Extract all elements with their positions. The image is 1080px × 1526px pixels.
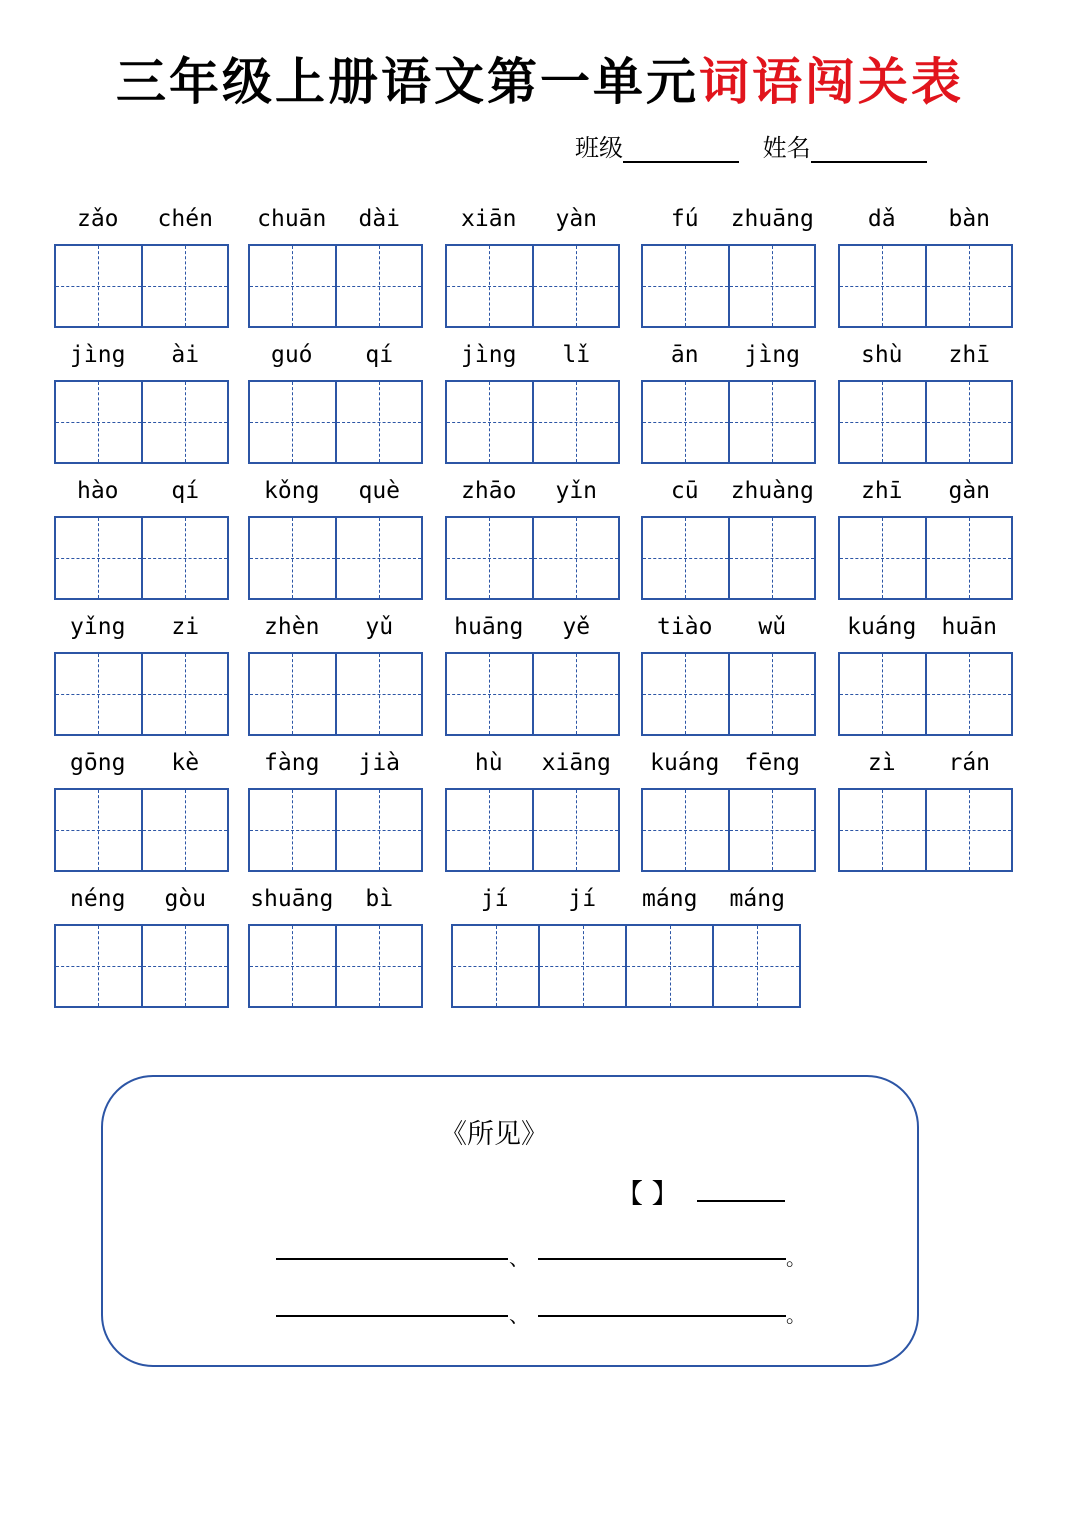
pinyin-label: jià: [358, 750, 401, 776]
title-main: 三年级上册语文第一单元: [116, 53, 699, 111]
pinyin-label: ài: [171, 342, 200, 368]
tianzige-grid: [838, 652, 1013, 736]
word-item: [248, 750, 423, 874]
pinyin-label: zhuāng: [730, 206, 814, 232]
writing-cell[interactable]: [840, 246, 925, 326]
writing-cell[interactable]: [447, 382, 532, 462]
pinyin-label: dǎ: [867, 206, 896, 232]
tianzige-grid: [248, 652, 423, 736]
word-item: [54, 750, 229, 874]
poem-title: 《所见》: [440, 1119, 548, 1150]
tianzige-grid: [248, 244, 423, 328]
writing-cell[interactable]: [250, 518, 335, 598]
pinyin-label: jí: [480, 886, 509, 912]
pinyin-label: tiào: [657, 614, 713, 640]
writing-cell[interactable]: [335, 926, 422, 1006]
word-item: [248, 478, 423, 602]
writing-cell[interactable]: [532, 246, 619, 326]
pinyin-label: qí: [171, 478, 200, 504]
pinyin-label: chén: [157, 206, 213, 232]
comma-2: 、: [509, 1303, 529, 1327]
writing-cell[interactable]: [925, 654, 1012, 734]
pinyin-label: zi: [171, 614, 200, 640]
writing-cell[interactable]: [250, 654, 335, 734]
writing-cell[interactable]: [728, 790, 815, 870]
author-line[interactable]: [697, 1200, 785, 1202]
class-field[interactable]: [623, 133, 739, 163]
word-item: [641, 614, 816, 738]
pinyin-label: zhī: [860, 478, 903, 504]
pinyin-label: xiāng: [541, 750, 611, 776]
pinyin-label: máng: [729, 886, 785, 912]
word-item: [838, 478, 1013, 602]
pinyin-label: gàn: [948, 478, 991, 504]
tianzige-grid: [445, 380, 620, 464]
writing-cell[interactable]: [728, 654, 815, 734]
pinyin-label: yǔ: [365, 614, 394, 640]
poem-line-1b[interactable]: [538, 1258, 786, 1260]
word-item: [54, 478, 229, 602]
pinyin-label: kè: [171, 750, 200, 776]
writing-cell[interactable]: [538, 926, 625, 1006]
writing-cell[interactable]: [532, 382, 619, 462]
tianzige-grid: [641, 244, 816, 328]
name-label: 姓名: [762, 134, 811, 162]
tianzige-grid: [248, 380, 423, 464]
word-item: [641, 342, 816, 466]
writing-cell[interactable]: [728, 382, 815, 462]
poem-line-1a[interactable]: [276, 1258, 508, 1260]
writing-cell[interactable]: [643, 790, 728, 870]
tianzige-grid: [54, 652, 229, 736]
writing-cell[interactable]: [532, 654, 619, 734]
pinyin-label: jìng: [744, 342, 800, 368]
pinyin-label: gòu: [164, 886, 207, 912]
pinyin-label: qí: [365, 342, 394, 368]
writing-cell[interactable]: [925, 518, 1012, 598]
tianzige-grid: [838, 380, 1013, 464]
pinyin-label: dài: [358, 206, 401, 232]
writing-cell[interactable]: [335, 518, 422, 598]
tianzige-grid: [248, 516, 423, 600]
pinyin-label: zhèn: [264, 614, 320, 640]
pinyin-label: fàng: [264, 750, 320, 776]
pinyin-label: kuáng: [847, 614, 917, 640]
word-item: [54, 886, 229, 1010]
pinyin-label: zhuàng: [730, 478, 814, 504]
pinyin-label: rán: [948, 750, 991, 776]
writing-cell[interactable]: [840, 654, 925, 734]
writing-cell[interactable]: [141, 790, 228, 870]
word-item: [451, 886, 801, 1010]
writing-cell[interactable]: [625, 926, 712, 1006]
writing-cell[interactable]: [643, 246, 728, 326]
writing-cell[interactable]: [728, 246, 815, 326]
class-label: 班级: [575, 134, 623, 162]
writing-cell[interactable]: [141, 246, 228, 326]
pinyin-label: jìng: [70, 342, 126, 368]
pinyin-label: bàn: [948, 206, 991, 232]
word-item: [838, 342, 1013, 466]
pinyin-label: cū: [670, 478, 699, 504]
pinyin-label: què: [358, 478, 401, 504]
word-item: [445, 478, 620, 602]
writing-cell[interactable]: [56, 654, 141, 734]
writing-cell[interactable]: [840, 790, 925, 870]
pinyin-label: kǒng: [264, 478, 320, 504]
writing-cell[interactable]: [141, 654, 228, 734]
word-item: [248, 206, 423, 330]
writing-cell[interactable]: [925, 790, 1012, 870]
word-item: [641, 206, 816, 330]
word-item: [641, 750, 816, 874]
word-item: [445, 750, 620, 874]
writing-cell[interactable]: [56, 790, 141, 870]
tianzige-grid: [445, 788, 620, 872]
word-item: [641, 478, 816, 602]
tianzige-grid: [248, 924, 423, 1008]
pinyin-label: zǎo: [76, 206, 119, 232]
tianzige-grid: [445, 244, 620, 328]
title-highlight: 词语闯关表: [699, 53, 964, 111]
pinyin-label: lǐ: [562, 342, 591, 368]
author-bracket: 【 】: [616, 1179, 679, 1210]
pinyin-label: yǐn: [555, 478, 598, 504]
writing-cell[interactable]: [925, 382, 1012, 462]
pinyin-label: fēng: [744, 750, 800, 776]
tianzige-grid: [54, 516, 229, 600]
writing-cell[interactable]: [447, 790, 532, 870]
writing-cell[interactable]: [532, 790, 619, 870]
writing-cell[interactable]: [335, 246, 422, 326]
pinyin-label: jìng: [461, 342, 517, 368]
pinyin-label: hào: [76, 478, 119, 504]
writing-cell[interactable]: [447, 518, 532, 598]
word-item: [54, 342, 229, 466]
writing-cell[interactable]: [643, 518, 728, 598]
pinyin-label: néng: [70, 886, 126, 912]
page-title: [0, 42, 1080, 114]
writing-cell[interactable]: [532, 518, 619, 598]
word-item: [445, 342, 620, 466]
pinyin-label: hù: [474, 750, 503, 776]
pinyin-label: yàn: [555, 206, 598, 232]
tianzige-grid: [641, 516, 816, 600]
writing-cell[interactable]: [141, 926, 228, 1006]
writing-cell[interactable]: [643, 654, 728, 734]
tianzige-grid: [54, 924, 229, 1008]
writing-cell[interactable]: [141, 518, 228, 598]
tianzige-grid: [838, 516, 1013, 600]
writing-cell[interactable]: [728, 518, 815, 598]
pinyin-label: guó: [270, 342, 313, 368]
pinyin-label: fú: [670, 206, 699, 232]
writing-cell[interactable]: [335, 790, 422, 870]
pinyin-label: ān: [670, 342, 699, 368]
period-2: 。: [786, 1303, 806, 1327]
tianzige-grid: [54, 244, 229, 328]
writing-cell[interactable]: [141, 382, 228, 462]
tianzige-grid: [838, 244, 1013, 328]
writing-cell[interactable]: [840, 518, 925, 598]
word-item: [248, 342, 423, 466]
writing-cell[interactable]: [712, 926, 799, 1006]
writing-cell[interactable]: [447, 654, 532, 734]
pinyin-label: gōng: [70, 750, 126, 776]
pinyin-label: shuāng: [250, 886, 334, 912]
tianzige-grid: [641, 652, 816, 736]
pinyin-label: shù: [860, 342, 903, 368]
pinyin-label: kuáng: [650, 750, 720, 776]
writing-cell[interactable]: [453, 926, 538, 1006]
writing-cell[interactable]: [250, 926, 335, 1006]
pinyin-label: chuān: [257, 206, 327, 232]
writing-cell[interactable]: [56, 382, 141, 462]
word-item: [248, 614, 423, 738]
tianzige-grid: [248, 788, 423, 872]
writing-cell[interactable]: [335, 654, 422, 734]
tianzige-grid: [641, 380, 816, 464]
word-item: [445, 614, 620, 738]
writing-cell[interactable]: [56, 518, 141, 598]
tianzige-grid: [451, 924, 801, 1008]
writing-cell[interactable]: [56, 926, 141, 1006]
word-item: [248, 886, 423, 1010]
writing-cell[interactable]: [840, 382, 925, 462]
pinyin-label: huān: [941, 614, 997, 640]
writing-cell[interactable]: [643, 382, 728, 462]
word-item: [838, 614, 1013, 738]
word-item: [54, 614, 229, 738]
tianzige-grid: [445, 652, 620, 736]
writing-cell[interactable]: [925, 246, 1012, 326]
pinyin-label: zhāo: [461, 478, 517, 504]
pinyin-label: yě: [562, 614, 591, 640]
pinyin-label: wǔ: [758, 614, 787, 640]
pinyin-label: máng: [642, 886, 698, 912]
writing-cell[interactable]: [56, 246, 141, 326]
word-item: [445, 206, 620, 330]
writing-cell[interactable]: [250, 246, 335, 326]
tianzige-grid: [54, 788, 229, 872]
word-item: [838, 206, 1013, 330]
pinyin-label: bì: [365, 886, 394, 912]
tianzige-grid: [54, 380, 229, 464]
writing-cell[interactable]: [250, 382, 335, 462]
writing-cell[interactable]: [447, 246, 532, 326]
comma-1: 、: [509, 1246, 529, 1270]
pinyin-label: zhī: [948, 342, 991, 368]
pinyin-label: jí: [568, 886, 597, 912]
writing-cell[interactable]: [335, 382, 422, 462]
pinyin-label: xiān: [461, 206, 517, 232]
tianzige-grid: [838, 788, 1013, 872]
writing-cell[interactable]: [250, 790, 335, 870]
poem-line-2a[interactable]: [276, 1315, 508, 1317]
student-info: [575, 128, 943, 163]
pinyin-label: huāng: [454, 614, 524, 640]
word-item: [838, 750, 1013, 874]
pinyin-label: zì: [867, 750, 896, 776]
word-item: [54, 206, 229, 330]
tianzige-grid: [445, 516, 620, 600]
pinyin-label: yǐng: [70, 614, 126, 640]
tianzige-grid: [641, 788, 816, 872]
poem-line-2b[interactable]: [538, 1315, 786, 1317]
period-1: 。: [786, 1246, 806, 1270]
name-field[interactable]: [811, 133, 927, 163]
